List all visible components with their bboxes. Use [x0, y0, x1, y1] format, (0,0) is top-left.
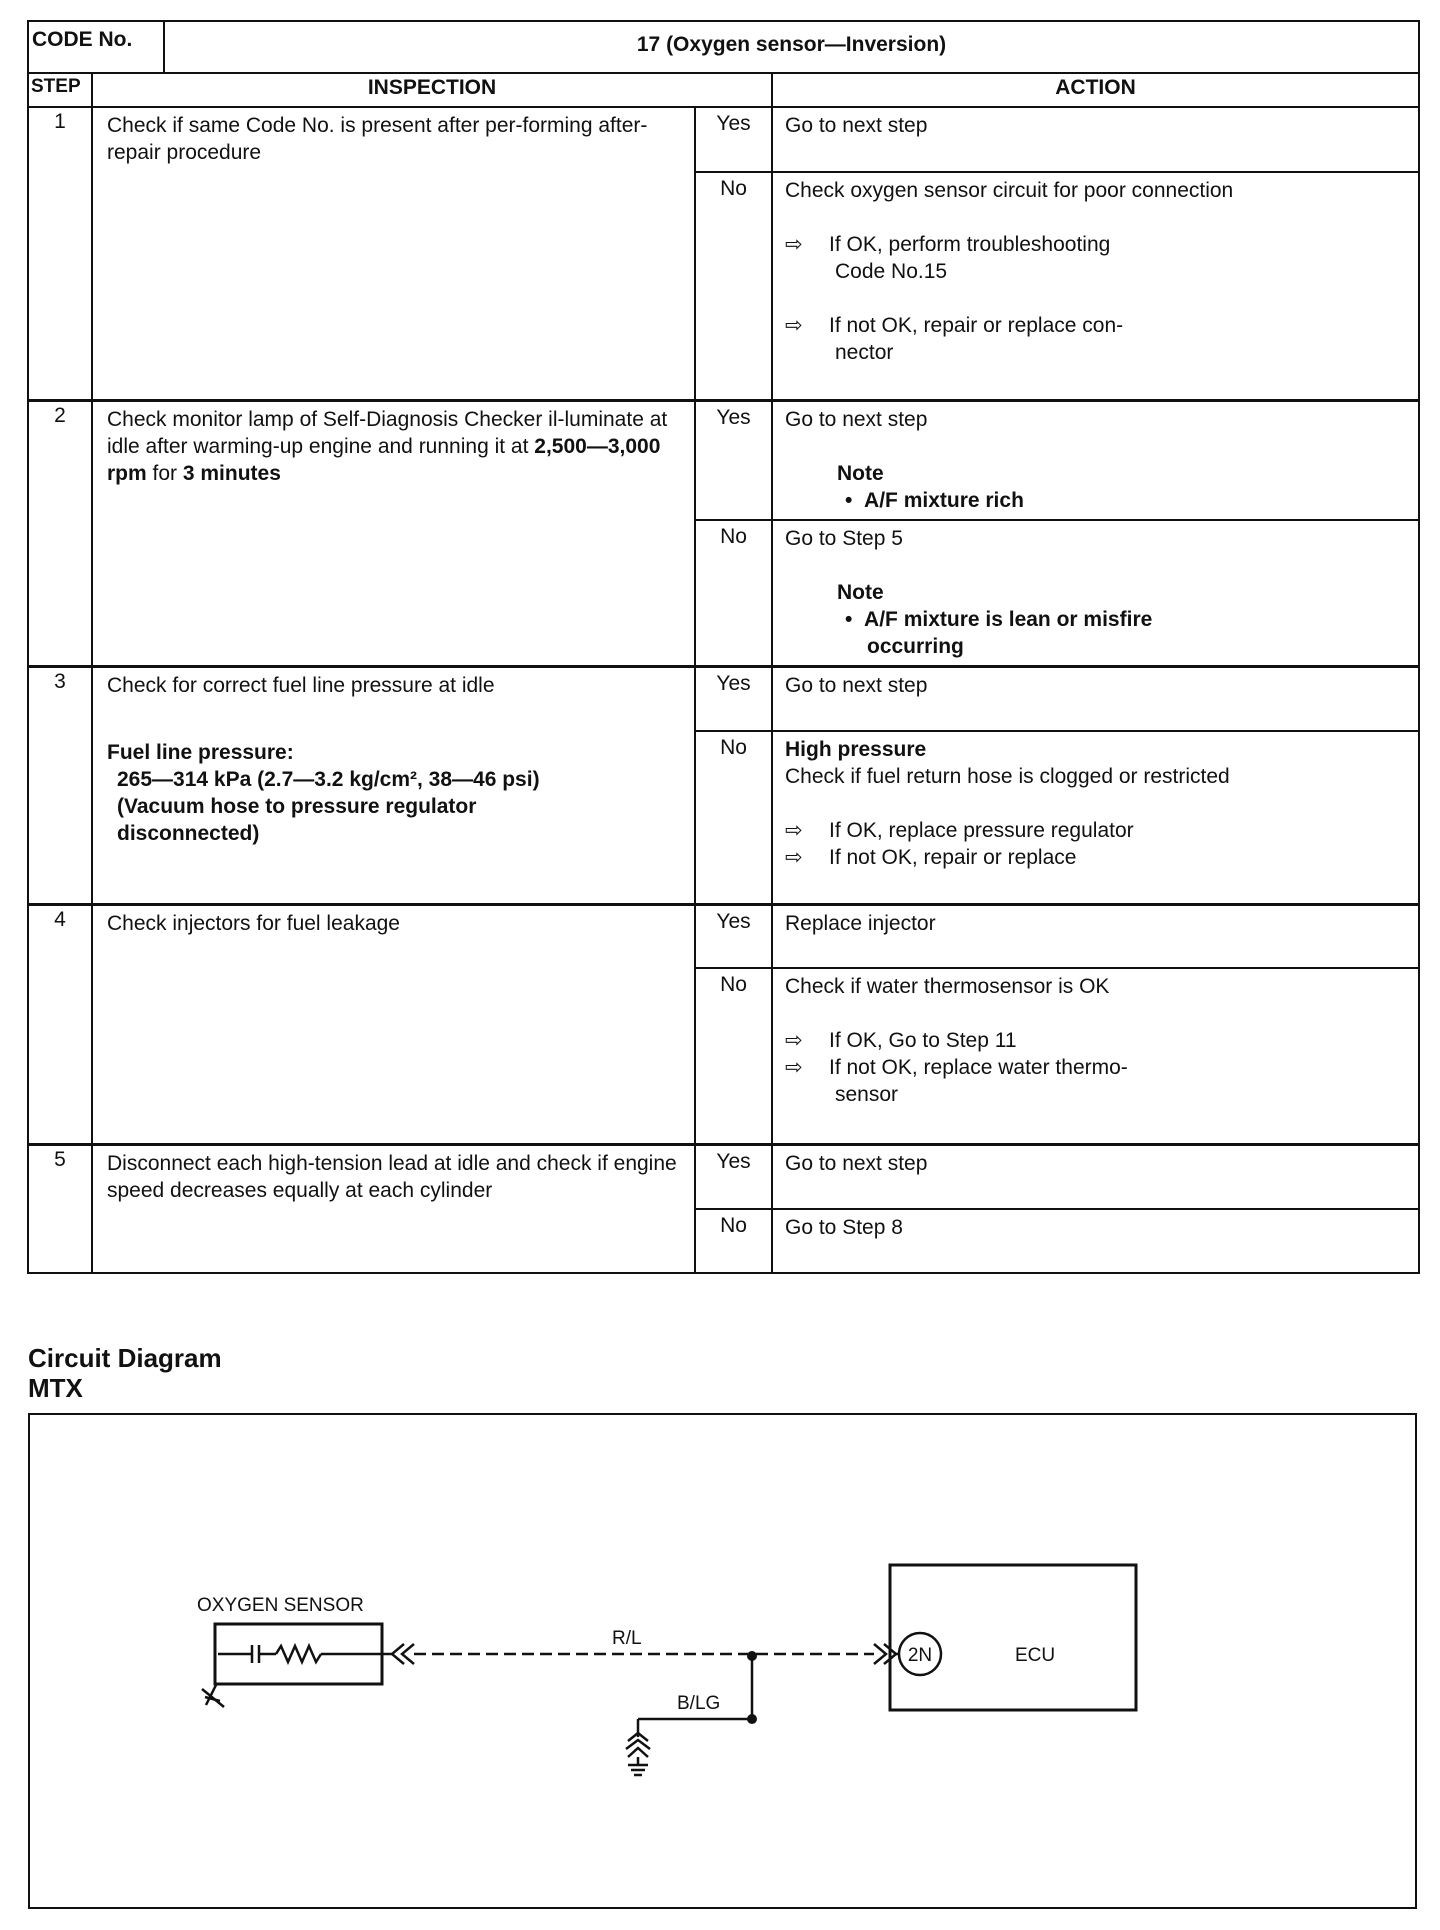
- step-number: 2: [28, 400, 92, 666]
- sensor-label: OXYGEN SENSOR: [197, 1595, 364, 1616]
- terminal-label: 2N: [907, 1645, 933, 1666]
- spec-value: 265—314 kPa (2.7—3.2 kg/cm², 38—46 psi): [117, 767, 540, 791]
- no-title: High pressure: [785, 738, 927, 761]
- arrow-icon: ⇨: [785, 314, 803, 337]
- action-sub: sensor: [835, 1083, 899, 1106]
- action-sub: If not OK, replace water thermo-: [829, 1056, 1128, 1079]
- circuit-diagram-subheading: MTX: [28, 1373, 83, 1403]
- ground-icon: [626, 1733, 650, 1775]
- no-action: Go to Step 5: [785, 527, 903, 550]
- connector-right-icon: [874, 1644, 896, 1664]
- action-sub: Code No.15: [835, 260, 948, 283]
- code-no-label: CODE No.: [28, 21, 164, 73]
- spec-condition: (Vacuum hose to pressure regulator: [117, 794, 477, 818]
- ecu-label: ECU: [1015, 1645, 1056, 1666]
- no-label: No: [695, 731, 772, 904]
- arrow-icon: ⇨: [785, 1029, 803, 1052]
- arrow-icon: ⇨: [785, 846, 803, 869]
- connector-left-icon: [392, 1644, 414, 1664]
- no-action-cell: [772, 731, 1419, 904]
- no-action: Check if water thermosensor is OK: [785, 975, 1110, 998]
- no-label: No: [695, 172, 772, 400]
- no-label: No: [695, 968, 772, 1144]
- note-item: A/F mixture is lean or misfire: [864, 608, 1153, 631]
- note-item: occurring: [867, 635, 964, 658]
- yes-action-cell: Go to next step Note • A/F mixture rich: [772, 400, 1419, 520]
- action-sub: If not OK, repair or replace con-: [829, 314, 1124, 337]
- no-action: Check if fuel return hose is clogged or restricted: [785, 765, 1230, 788]
- yes-action: Replace injector: [772, 904, 1419, 968]
- action-sub: If OK, replace pressure regulator: [829, 819, 1134, 842]
- step-number: 1: [28, 107, 92, 400]
- yes-action: Go to next step: [785, 407, 928, 431]
- step-inspection-cell: [92, 666, 695, 904]
- inspection-header: INSPECTION: [92, 73, 772, 107]
- no-action-cell: Go to Step 5 Note • A/F mixture is lean or misfire occurring: [772, 520, 1419, 666]
- circuit-diagram: [28, 1413, 1417, 1909]
- no-action-cell: [772, 968, 1419, 1144]
- action-sub: If OK, Go to Step 11: [829, 1029, 1017, 1052]
- step-1-yes-row: [28, 107, 1419, 172]
- no-label: No: [695, 520, 772, 666]
- step-inspection: Disconnect each high-tension lead at idle and check if engine speed decreases equally at each cylinder: [92, 1144, 695, 1273]
- arrow-icon: ⇨: [785, 233, 803, 256]
- sensor-element-icon: [218, 1645, 382, 1663]
- step-2-yes-row: [28, 400, 1419, 520]
- troubleshooting-table: [27, 20, 1420, 1274]
- yes-label: Yes: [695, 904, 772, 968]
- spec-condition: disconnected): [117, 821, 260, 845]
- action-sub: If not OK, repair or replace: [829, 846, 1077, 869]
- action-header: ACTION: [772, 73, 1419, 107]
- step-inspection: Check if same Code No. is present after per-forming after-repair procedure: [92, 107, 695, 400]
- no-action-cell: [772, 172, 1419, 400]
- step-number: 3: [28, 666, 92, 904]
- step-inspection: Check monitor lamp of Self-Diagnosis Checker il-luminate at idle after warming-up engine and running it at 2,500—3,000 rpm for 3 minutes: [92, 400, 695, 666]
- step-header: STEP: [28, 73, 92, 107]
- step-number: 5: [28, 1144, 92, 1273]
- yes-label: Yes: [695, 107, 772, 172]
- no-label: No: [695, 1209, 772, 1273]
- yes-action: Go to next step: [772, 1144, 1419, 1209]
- no-action: Go to Step 8: [772, 1209, 1419, 1273]
- yes-label: Yes: [695, 400, 772, 520]
- wire-signal-label: R/L: [612, 1628, 642, 1649]
- note-label: Note: [837, 461, 884, 485]
- action-sub: nector: [835, 341, 894, 364]
- step-5-yes-row: [28, 1144, 1419, 1209]
- circuit-svg: [30, 1415, 1415, 1907]
- step-inspection: Check injectors for fuel leakage: [92, 904, 695, 1144]
- yes-label: Yes: [695, 1144, 772, 1209]
- arrow-icon: ⇨: [785, 1056, 803, 1079]
- action-sub: If OK, perform troubleshooting: [829, 233, 1111, 256]
- step-inspection: Check for correct fuel line pressure at idle: [107, 673, 495, 697]
- wire-ground-label: B/LG: [677, 1693, 721, 1714]
- yes-action: Go to next step: [772, 666, 1419, 731]
- no-action: Check oxygen sensor circuit for poor connection: [785, 179, 1234, 202]
- circuit-diagram-heading: Circuit Diagram: [28, 1343, 222, 1373]
- yes-action: Go to next step: [772, 107, 1419, 172]
- sensor-ground-icon: [202, 1685, 224, 1707]
- yes-label: Yes: [695, 666, 772, 731]
- note-item: A/F mixture rich: [864, 488, 1024, 512]
- arrow-icon: ⇨: [785, 819, 803, 842]
- note-label: Note: [837, 581, 884, 604]
- step-4-yes-row: [28, 904, 1419, 968]
- spec-title: Fuel line pressure:: [107, 740, 294, 764]
- code-title: 17 (Oxygen sensor—Inversion): [164, 21, 1419, 73]
- step-3-yes-row: [28, 666, 1419, 731]
- step-number: 4: [28, 904, 92, 1144]
